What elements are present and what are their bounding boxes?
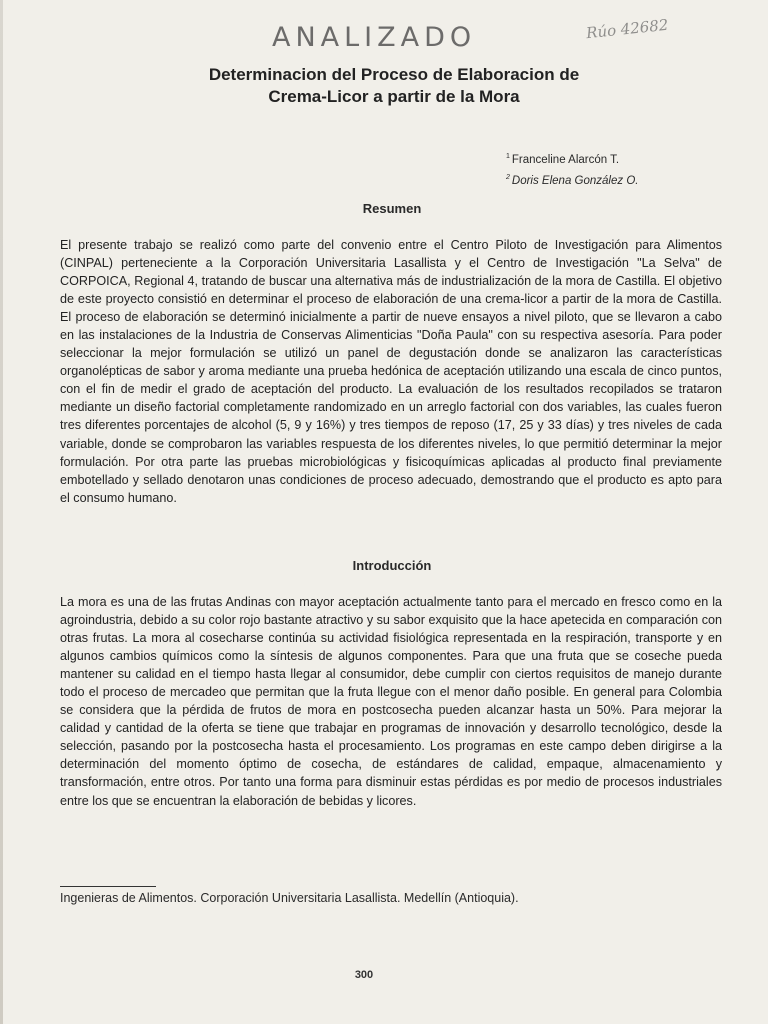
title-line-2: Crema-Licor a partir de la Mora — [268, 87, 520, 106]
footnote-text: Ingenieras de Alimentos. Corporación Universitaria Lasallista. Medellín (Antioquia). — [60, 891, 519, 905]
page-number: 300 — [354, 969, 374, 981]
analizado-stamp: ANALIZADO — [272, 22, 477, 53]
author-list — [506, 148, 638, 190]
author-2 — [506, 169, 638, 190]
page-edge-shadow — [0, 0, 3, 1024]
paper-title — [140, 64, 648, 108]
resumen-heading: Resumen — [362, 201, 422, 216]
author-1 — [506, 148, 638, 169]
author-2-mark: 2 — [506, 174, 510, 181]
title-line-1: Determinacion del Proceso de Elaboracion de — [208, 65, 580, 84]
handwritten-note: Rúo 42682 — [585, 15, 670, 43]
author-1-mark: 1 — [506, 153, 510, 160]
author-2-name: Doris Elena González O. — [511, 175, 639, 187]
footnote-rule — [60, 886, 156, 887]
author-1-name: Franceline Alarcón T. — [511, 154, 620, 166]
introduccion-body: La mora es una de las frutas Andinas con mayor aceptación actualmente tanto para el mercado en fresco como en la agroindustria, debido a su color rojo bastante atractivo y su sabor exquisito que la hace apetecida en comparación con otras frutas. La mora al cosecharse continúa su actividad fisiológica representada en la respiración, transporte y en algunos cambios químicos como la síntesis de algunos componentes. Para que una fruta que se coseche pueda mantener su calidad en el tiempo hasta llegar al consumidor, debe cumplir con ciertos requisitos de manejo durante todo el proceso de mercadeo que permitan que la fruta llegue con el menor daño posible. En general para Colombia se considera que la pérdida de frutos de mora en postcosecha pueden alcanzar hasta un 50%. Para mejorar la calidad y cantidad de la oferta se tiene que trabajar en programas de innovación y desarrollo tecnológico, desde la selección, pasando por la postcosecha hasta el procesamiento. Los programas en este campo deben dirigirse a la determinación del momento óptimo de cosecha, de estándares de calidad, empaque, almacenamiento y transformación, entre otros. Por tanto una forma para disminuir estas pérdidas es por medio de procesos industriales entre los que se encuentran la elaboración de bebidas y licores. — [60, 595, 722, 808]
resumen-body: El presente trabajo se realizó como parte del convenio entre el Centro Piloto de Investigación para Alimentos (CINPAL) perteneciente a la Corporación Universitaria Lasallista y el Centro de Investigación "La Selva" de CORPOICA, Regional 4, tratando de buscar una alternativa más de industrialización de la mora de Castilla. El objetivo de este proyecto consistió en determinar el proceso de elaboración de una crema-licor a partir de la mora de Castilla. El proceso de elaboración se determinó inicialmente a partir de nueve ensayos a nivel piloto, que se llevaron a cabo en las instalaciones de la Industria de Conservas Alimenticias "Doña Paula" con su respectiva asesoría. Para poder seleccionar la mejor formulación se utilizó un panel de degustación donde se analizaron las características organolépticas de sabor y aroma mediante una prueba hedónica de aceptación utilizando una escala de cinco puntos, con el fin de medir el grado de aceptación del producto. La evaluación de los resultados recopilados se trataron mediante un diseño factorial completamente randomizado en un arreglo factorial con dos variables, las cuales fueron tres diferentes porcentajes de alcohol (5, 9 y 16%) y tres tiempos de reposo (17, 25 y 33 días) y tres niveles de cada variable, donde se comprobaron las variables respuesta de los diferentes niveles, lo que permitió determinar la mejor formulación. Por otra parte las pruebas microbiológicas y fisicoquímicas aplicadas al producto final previamente embotellado y sellado denotaron unas condiciones de proceso adecuado, demostrando que el producto es apto para el consumo humano. — [60, 238, 722, 505]
introduccion-heading: Introducción — [352, 558, 432, 573]
